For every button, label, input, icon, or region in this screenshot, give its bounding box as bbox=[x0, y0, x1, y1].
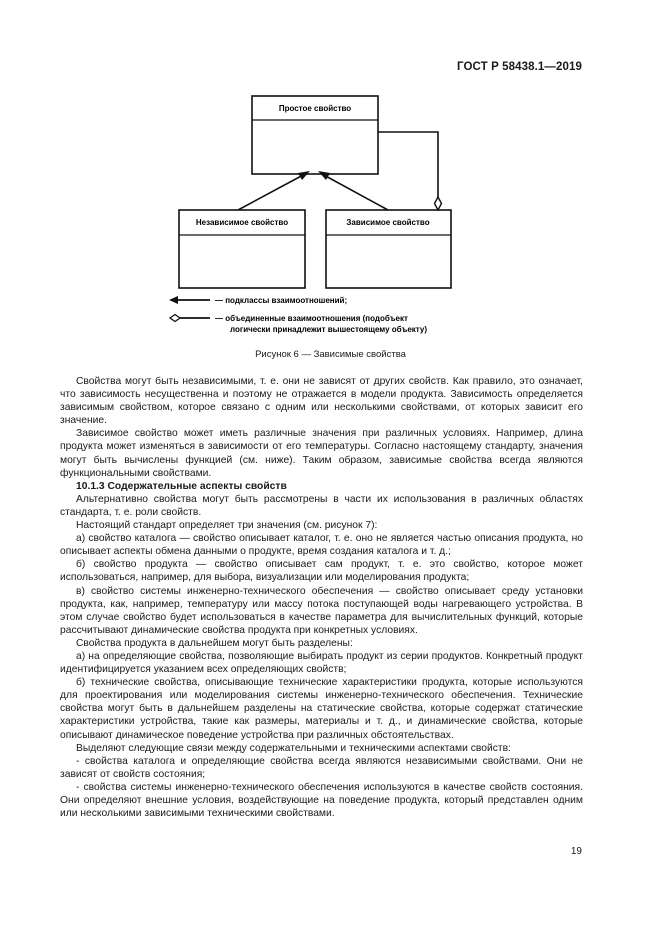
standard-header: ГОСТ Р 58438.1—2019 bbox=[457, 61, 582, 73]
legend-aggregation-text-1: — объединенные взаимоотношения (подобъект bbox=[215, 314, 408, 323]
list-item: б) свойство продукта — свойство описывает сам продукт, т. е. это свойство, которое может использоваться, например, для выбора, визуализации или моделирования продукта; bbox=[60, 559, 583, 584]
paragraph: Зависимое свойство может иметь различные значения при различных условиях. Например, длина продукта может изменяться в зависимости от его температуры. Согласно настоящему стандарту, значения могут быть вычислены функцией (см. ниже). Таким образом, зависимые свойства всегда являются функциональными свойствами. bbox=[60, 428, 583, 479]
legend-aggregation-text-2: логически принадлежит вышестоящему объекту) bbox=[230, 325, 428, 334]
class-dependent-property bbox=[326, 210, 451, 288]
section-heading: 10.1.3 Содержательные аспекты свойств bbox=[76, 480, 287, 492]
list-item: - свойства системы инженерно-технического обеспечения используются в качестве свойств состояния. Они определяют внешние условия, воздействующие на поведение продукта, который представлен одним или несколькими зависимыми техническими свойствами. bbox=[60, 781, 583, 820]
list-item: б) технические свойства, описывающие технические характеристики продукта, которые используются для проектирования или моделирования системы инженерно-технического обеспечения. Технические свойства могут быть в дальнейшем разделены на статические свойства, которые содержат статические характеристики устройства, такие как размеры, материалы и т. д., и динамические свойства, которые описывают динамическое поведение устройства при различных обстоятельствах. bbox=[60, 677, 583, 741]
paragraph: Настоящий стандарт определяет три значения (см. рисунок 7): bbox=[76, 520, 378, 532]
figure-caption: Рисунок 6 — Зависимые свойства bbox=[255, 349, 406, 360]
uml-diagram bbox=[0, 0, 661, 345]
page-number: 19 bbox=[570, 846, 582, 857]
aggregation-link bbox=[378, 132, 442, 210]
class-independent-property-title: Независимое свойство bbox=[195, 218, 289, 227]
paragraph: Свойства могут быть независимыми, т. е. они не зависят от других свойств. Как правило, это означает, что зависимость несущественна и поэтому не отражается в модели продукта. Зависимость определяется зависимым свойством, которое связано с одним или несколькими свойствами, от которых зависит его значение. bbox=[60, 376, 583, 427]
paragraph: Выделяют следующие связи между содержательными и техническими аспектами свойств: bbox=[76, 742, 511, 754]
class-dependent-property-title: Зависимое свойство bbox=[346, 218, 430, 227]
class-simple-property-title: Простое свойство bbox=[278, 104, 352, 113]
legend-subclass-text: — подклассы взаимоотношений; bbox=[215, 296, 348, 305]
legend-aggregation bbox=[170, 314, 427, 334]
class-independent-property bbox=[179, 210, 305, 288]
legend-subclass bbox=[169, 296, 347, 305]
list-item: а) свойство каталога — свойство описывает каталог, т. е. оно не является частью описания продукта, но описывает аспекты обмена данными о продукте, время создания каталога и т. д.; bbox=[60, 533, 583, 558]
generalization-arrow-right bbox=[318, 171, 388, 210]
paragraph: Альтернативно свойства могут быть рассмотрены в части их использования в различных областях стандарта, т. е. роли свойств. bbox=[60, 493, 583, 518]
generalization-arrow-left bbox=[238, 171, 310, 210]
paragraph: Свойства продукта в дальнейшем могут быть разделены: bbox=[76, 637, 353, 649]
class-simple-property bbox=[252, 96, 378, 174]
list-item: а) на определяющие свойства, позволяющие выбирать продукт из серии продуктов. Конкретный продукт идентифицируется указанием всех определяющих свойств; bbox=[60, 650, 583, 676]
list-item: - свойства каталога и определяющие свойства всегда являются независимыми свойствами. Они не зависят от свойств состояния; bbox=[60, 755, 583, 780]
body-text bbox=[60, 375, 583, 820]
list-item: в) свойство системы инженерно-технического обеспечения — свойство описывает среду установки продукта, как, например, температуру или массу потока поступающей воды нагревающего устройства. В этом случае свойство будет использоваться в качестве параметра для вычислительных функций, которые рассчитывают динамические свойства продукта при конкретных условиях. bbox=[60, 585, 583, 636]
